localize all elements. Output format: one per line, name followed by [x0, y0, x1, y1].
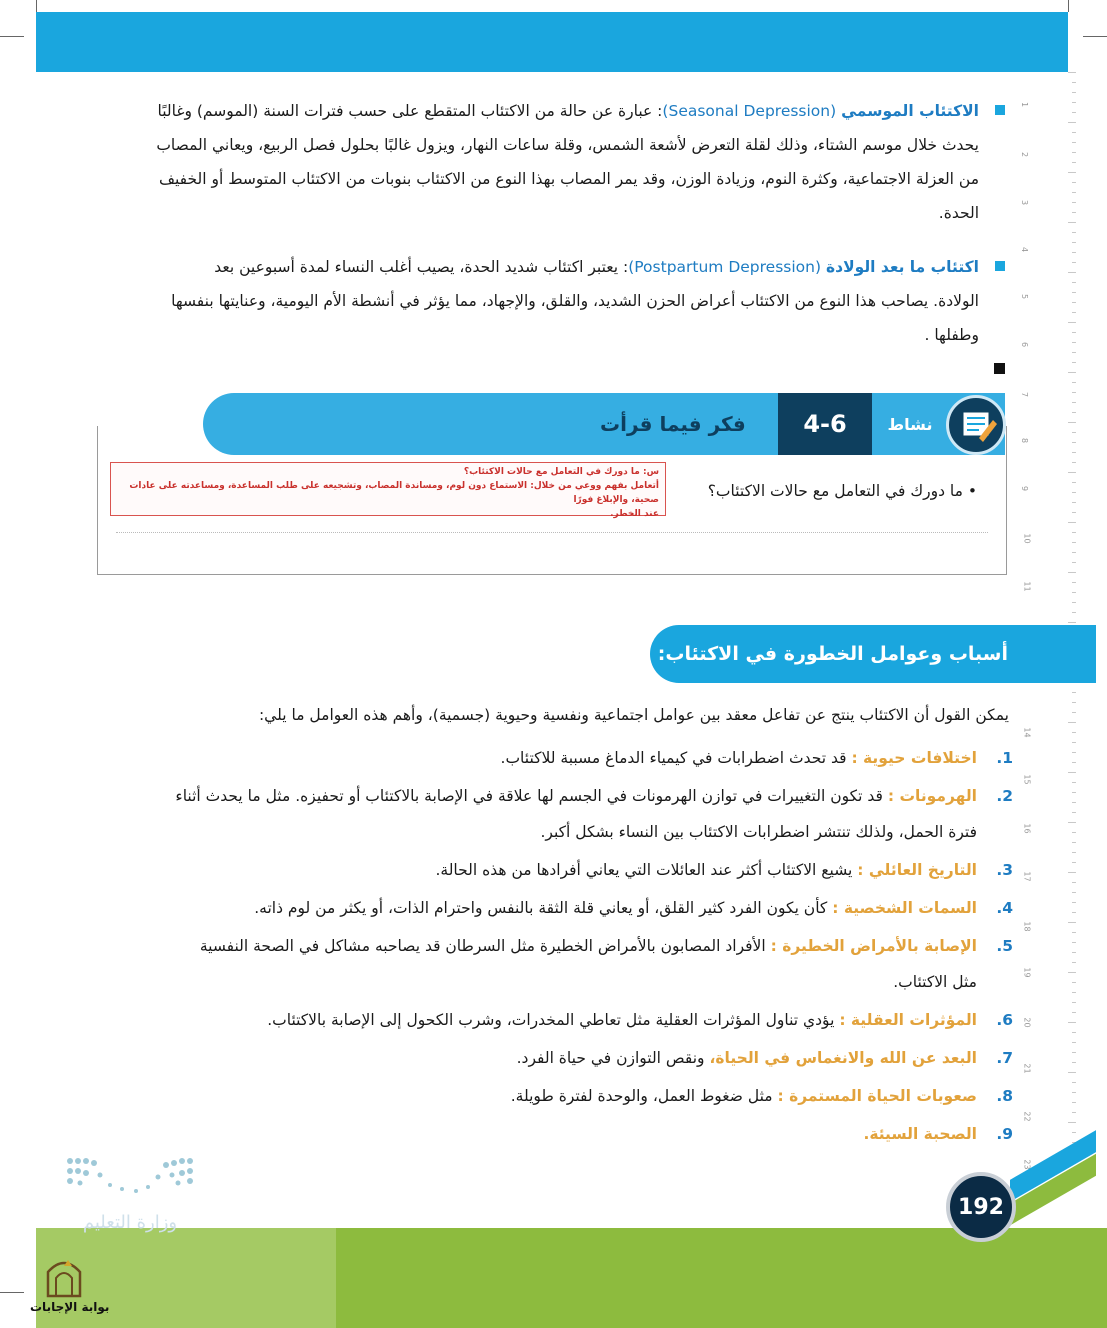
page-number: 192 — [946, 1172, 1016, 1242]
ruler-tick — [1068, 922, 1076, 923]
paragraph-line: وطفلها . — [924, 326, 979, 344]
term: الاكتئاب الموسمي — [841, 102, 979, 120]
crop-mark — [1068, 0, 1069, 12]
ruler-tick — [1072, 912, 1076, 913]
ruler-tick — [1072, 132, 1076, 133]
ruler-tick — [1072, 432, 1076, 433]
paragraph-line: من العزلة الاجتماعية، وكثرة النوم، وزيادة الوزن، وقد يمر المصاب بهذا النوع من الاكتئاب بنوبات من الاكتئاب المتوسط أو الخفيف — [158, 170, 979, 188]
ruler-tick — [1072, 232, 1076, 233]
ruler-tick — [1072, 1102, 1076, 1103]
ruler-tick — [1072, 1012, 1076, 1013]
ruler-tick — [1072, 992, 1076, 993]
risk-factor-item — [97, 852, 1013, 888]
ruler-tick — [1072, 82, 1076, 83]
ruler-tick — [1072, 342, 1076, 343]
ruler-tick — [1072, 552, 1076, 553]
ruler-tick — [1068, 172, 1076, 173]
ruler-tick — [1072, 1112, 1076, 1113]
ruler-tick — [1072, 692, 1076, 693]
ruler-number: 21 — [1022, 1063, 1032, 1074]
ruler-tick — [1068, 272, 1076, 273]
item-text: قد تكون التغييرات في توازن الهرمونات في الجسم لها علاقة في الإصابة بالاكتئاب أو تحفيزه. مثل ما يحدث أثناء — [175, 787, 888, 805]
activity-answer-note[interactable] — [110, 462, 666, 519]
risk-factor-item — [97, 1078, 1013, 1114]
ruler-number: 4 — [1020, 246, 1030, 253]
ruler-tick — [1072, 312, 1076, 313]
ruler-tick — [1072, 242, 1076, 243]
ruler-tick — [1068, 122, 1076, 123]
activity-label: نشاط — [887, 414, 933, 434]
item-term: البعد عن الله والانغماس في الحياة، — [709, 1049, 977, 1067]
section-heading: أسباب وعوامل الخطورة في الاكتئاب: — [650, 625, 1096, 683]
ruler-tick — [1072, 202, 1076, 203]
ruler-tick — [1072, 362, 1076, 363]
activity-question: • ما دورك في التعامل مع حالات الاكتئاب؟ — [707, 482, 977, 500]
ruler-tick — [1072, 842, 1076, 843]
item-term: اختلافات حيوية : — [851, 749, 977, 767]
ruler-number: 23 — [1022, 1159, 1032, 1170]
item-number: 9. — [996, 1125, 1013, 1143]
ruler-tick — [1072, 1042, 1076, 1043]
ruler-tick — [1072, 812, 1076, 813]
crop-mark — [0, 36, 24, 37]
brand-name: بوابة الإجابات — [30, 1300, 110, 1314]
paragraph-line: الولادة. يصاحب هذا النوع من الاكتئاب أعراض الحزن الشديد، والقلق، والإجهاد، مما يؤثر في أنشطة الأم اليومية، وعنايتها بنفسها — [171, 292, 979, 310]
paragraph-line: الحدة. — [938, 204, 979, 222]
item-line — [97, 1116, 977, 1152]
ruler-tick — [1068, 722, 1076, 723]
ruler-tick — [1072, 602, 1076, 603]
ruler-number: 9 — [1020, 485, 1030, 492]
item-term: صعوبات الحياة المستمرة : — [777, 1087, 977, 1105]
ruler-tick — [1072, 412, 1076, 413]
ruler-number: 17 — [1022, 871, 1032, 882]
ruler-tick — [1072, 102, 1076, 103]
paragraph-line — [99, 94, 979, 128]
item-text: الأفراد المصابون بالأمراض الخطيرة مثل السرطان قد يصاحبه مشاكل في الصحة النفسية — [199, 937, 771, 955]
ruler-tick — [1072, 962, 1076, 963]
ruler-tick — [1072, 1062, 1076, 1063]
ruler-number: 3 — [1020, 199, 1030, 206]
item-number: 5. — [996, 937, 1013, 955]
ruler-tick — [1072, 732, 1076, 733]
ruler-tick — [1072, 1092, 1076, 1093]
ruler-tick — [1072, 192, 1076, 193]
ruler-tick — [1068, 772, 1076, 773]
ruler-tick — [1072, 352, 1076, 353]
risk-factor-item — [97, 1040, 1013, 1076]
ruler-tick — [1072, 382, 1076, 383]
answer-line: عند الخطر. — [610, 509, 659, 519]
ruler-tick — [1072, 452, 1076, 453]
item-line — [97, 778, 977, 814]
ruler-tick — [1072, 892, 1076, 893]
ruler-tick — [1068, 1122, 1076, 1123]
ruler-number: 16 — [1022, 823, 1032, 834]
ruler-tick — [1068, 1022, 1076, 1023]
ruler-number: 18 — [1022, 921, 1032, 932]
ruler-tick — [1072, 932, 1076, 933]
item-term: السمات الشخصية : — [832, 899, 977, 917]
ruler-tick — [1068, 972, 1076, 973]
item-term: المؤثرات العقلية : — [839, 1011, 977, 1029]
ruler-tick — [1068, 322, 1076, 323]
ministry-logo-text: وزارة التعليم — [82, 1212, 178, 1233]
ruler-tick — [1072, 742, 1076, 743]
ruler-tick — [1072, 852, 1076, 853]
item-line — [97, 1002, 977, 1038]
ruler-number: 10 — [1022, 533, 1032, 544]
item-number: 2. — [996, 787, 1013, 805]
item-text: ونقص التوازن في حياة الفرد. — [516, 1049, 710, 1067]
ruler-number: 1 — [1020, 101, 1030, 108]
ruler-tick — [1072, 152, 1076, 153]
ruler-tick — [1072, 182, 1076, 183]
ruler-tick — [1072, 512, 1076, 513]
item-number: 6. — [996, 1011, 1013, 1029]
ruler-tick — [1072, 562, 1076, 563]
ruler-tick — [1072, 582, 1076, 583]
ruler-tick — [1068, 522, 1076, 523]
item-line — [97, 890, 977, 926]
activity-number: 4-6 — [778, 393, 872, 455]
section-intro: يمكن القول أن الاكتئاب ينتج عن تفاعل معقد بين عوامل اجتماعية ونفسية وحيوية (جسمية)، وأهم هذه العوامل ما يلي: — [258, 706, 1009, 724]
ruler-tick — [1072, 612, 1076, 613]
ruler-tick — [1072, 442, 1076, 443]
ruler-tick — [1072, 462, 1076, 463]
ruler-tick — [1068, 822, 1076, 823]
ruler-tick — [1068, 622, 1076, 623]
ruler-number: 11 — [1022, 581, 1032, 592]
ruler-tick — [1072, 292, 1076, 293]
top-banner — [36, 12, 1068, 72]
black-square-bullet — [994, 363, 1005, 374]
ruler-number: 8 — [1020, 437, 1030, 444]
term-english: (Seasonal Depression) — [662, 102, 837, 120]
answer-line: س: ما دورك في التعامل مع حالات الاكتئاب؟ — [463, 467, 659, 477]
ruler-number: 6 — [1020, 341, 1030, 348]
ruler-number: 2 — [1020, 151, 1030, 158]
ruler-number: 20 — [1022, 1017, 1032, 1028]
item-line — [97, 928, 977, 964]
ruler-tick — [1072, 252, 1076, 253]
ruler-tick — [1072, 792, 1076, 793]
ruler-number: 14 — [1022, 727, 1032, 738]
ruler-tick — [1072, 142, 1076, 143]
item-text: قد تحدث اضطرابات في كيمياء الدماغ مسببة للاكتئاب. — [500, 749, 852, 767]
item-number: 1. — [996, 749, 1013, 767]
ruler-number: 7 — [1020, 391, 1030, 398]
ruler-number: 22 — [1022, 1111, 1032, 1122]
ruler-tick — [1072, 752, 1076, 753]
ruler-tick — [1072, 492, 1076, 493]
ruler-tick — [1072, 802, 1076, 803]
gate-logo-icon — [44, 1256, 84, 1298]
ruler-tick — [1072, 952, 1076, 953]
ruler-tick — [1072, 332, 1076, 333]
item-line — [97, 852, 977, 888]
ruler-tick — [1068, 572, 1076, 573]
ruler-tick — [1072, 982, 1076, 983]
ruler-tick — [1072, 262, 1076, 263]
ruler-tick — [1072, 1082, 1076, 1083]
ruler-tick — [1072, 832, 1076, 833]
activity-title: فكر فيما قرأت — [600, 412, 746, 436]
ruler-tick — [1072, 212, 1076, 213]
ruler-tick — [1072, 592, 1076, 593]
item-line — [97, 1040, 977, 1076]
item-text: مثل ضغوط العمل، والوحدة لفترة طويلة. — [510, 1087, 778, 1105]
text: : يعتبر اكتئاب شديد الحدة، يصيب أغلب النساء لمدة أسبوعين بعد — [214, 258, 629, 276]
ruler-tick — [1072, 712, 1076, 713]
item-term: الإصابة بالأمراض الخطيرة : — [770, 937, 977, 955]
answer-dotted-line — [116, 532, 988, 533]
ruler-number: 5 — [1020, 293, 1030, 300]
ruler-tick — [1072, 1052, 1076, 1053]
text: : عبارة عن حالة من الاكتئاب المتقطع على حسب فترات السنة (الموسم) وغالبًا — [157, 102, 663, 120]
item-number: 7. — [996, 1049, 1013, 1067]
item-term: الهرمونات : — [887, 787, 977, 805]
ruler-tick — [1068, 472, 1076, 473]
ruler-tick — [1072, 482, 1076, 483]
side-ruler — [1068, 72, 1076, 1172]
item-text: يؤدي تناول المؤثرات العقلية مثل تعاطي المخدرات، وشرب الكحول إلى الإصابة بالاكتئاب. — [267, 1011, 840, 1029]
item-line: فترة الحمل، ولذلك تنتشر اضطرابات الاكتئاب بين النساء بشكل أكبر. — [540, 823, 977, 841]
ruler-tick — [1068, 72, 1076, 73]
ruler-tick — [1068, 422, 1076, 423]
ruler-tick — [1072, 1002, 1076, 1003]
ruler-tick — [1072, 282, 1076, 283]
risk-factor-item — [97, 740, 1013, 776]
ruler-tick — [1072, 882, 1076, 883]
ruler-tick — [1072, 532, 1076, 533]
ruler-tick — [1068, 872, 1076, 873]
risk-factor-item — [97, 1002, 1013, 1038]
ruler-tick — [1072, 302, 1076, 303]
crop-mark — [0, 1292, 24, 1293]
ruler-tick — [1072, 112, 1076, 113]
bullet-square — [995, 261, 1005, 271]
ruler-tick — [1072, 902, 1076, 903]
ruler-tick — [1072, 402, 1076, 403]
ruler-tick — [1072, 1132, 1076, 1133]
ruler-tick — [1072, 392, 1076, 393]
crop-mark — [36, 0, 37, 12]
pencil-note-icon — [946, 395, 1006, 455]
ruler-number: 15 — [1022, 774, 1032, 785]
item-term: الصحبة السيئة. — [863, 1125, 977, 1143]
term-english: (Postpartum Depression) — [628, 258, 822, 276]
ruler-tick — [1068, 222, 1076, 223]
item-number: 4. — [996, 899, 1013, 917]
item-text: يشيع الاكتئاب أكثر عند العائلات التي يعاني أفرادها من هذه الحالة. — [435, 861, 858, 879]
risk-factor-item — [97, 1116, 1013, 1152]
ruler-tick — [1072, 502, 1076, 503]
ruler-tick — [1072, 162, 1076, 163]
ruler-tick — [1072, 1032, 1076, 1033]
item-number: 3. — [996, 861, 1013, 879]
paragraph-line: يحدث خلال موسم الشتاء، وذلك لقلة التعرض لأشعة الشمس، وقلة ساعات النهار، ويزول غالبًا بحلول فصل الربيع، ويعاني المصاب — [156, 136, 979, 154]
ruler-tick — [1072, 92, 1076, 93]
item-line — [97, 740, 977, 776]
item-line — [97, 1078, 977, 1114]
ministry-logo-icon — [60, 1155, 200, 1205]
paragraph-postpartum-depression — [99, 250, 979, 352]
term: اكتئاب ما بعد الولادة — [825, 258, 979, 276]
risk-factor-item — [97, 928, 1013, 1000]
ruler-tick — [1068, 372, 1076, 373]
ruler-tick — [1068, 1072, 1076, 1073]
ruler-tick — [1072, 942, 1076, 943]
ruler-tick — [1072, 782, 1076, 783]
ruler-number: 19 — [1022, 967, 1032, 978]
ruler-tick — [1072, 862, 1076, 863]
crop-mark — [1083, 36, 1107, 37]
risk-factor-item — [97, 890, 1013, 926]
ruler-tick — [1072, 702, 1076, 703]
ruler-tick — [1072, 762, 1076, 763]
item-term: التاريخ العائلي : — [857, 861, 977, 879]
paragraph-seasonal-depression — [99, 94, 979, 230]
item-line: مثل الاكتئاب. — [893, 973, 977, 991]
item-text: كأن يكون الفرد كثير القلق، أو يعاني قلة الثقة بالنفس واحترام الذات، أو يكثر من لوم ذاته. — [254, 899, 833, 917]
paragraph-line — [99, 250, 979, 284]
ruler-tick — [1072, 542, 1076, 543]
bullet-square — [995, 105, 1005, 115]
item-number: 8. — [996, 1087, 1013, 1105]
risk-factor-item — [97, 778, 1013, 850]
answer-line: أتعامل بفهم ووعي من خلال: الاستماع دون لوم، ومساندة المصاب، وتشجيعه على طلب المساعدة، ومساعدته على عادات صحية، والإبلاغ فورًا — [129, 481, 659, 505]
